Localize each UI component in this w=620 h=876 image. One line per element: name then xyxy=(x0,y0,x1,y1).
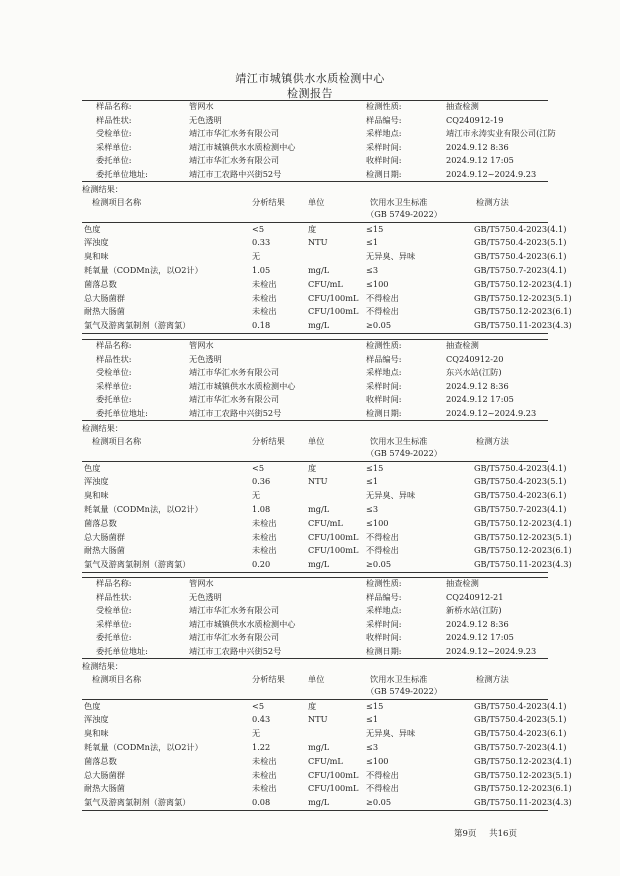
table-row xyxy=(0,701,620,713)
info-label: 样品编号: xyxy=(366,353,402,364)
item-result: 1.22 xyxy=(252,742,271,752)
column-header-unit: 单位 xyxy=(308,196,325,207)
column-header-standard-code: （GB 5749-2022） xyxy=(366,208,442,219)
item-unit: CFU/100mL xyxy=(308,783,359,794)
block-bottom-rule xyxy=(82,810,548,811)
item-name: 耐热大肠菌 xyxy=(84,306,125,317)
info-label: 采样时间: xyxy=(366,380,402,391)
item-standard: ≥0.05 xyxy=(366,320,392,331)
info-row xyxy=(0,632,620,644)
info-row xyxy=(0,578,620,590)
item-unit: CFU/100mL xyxy=(308,292,359,303)
column-header-standard-code: （GB 5749-2022） xyxy=(366,685,442,696)
item-standard: ≤3 xyxy=(366,742,379,752)
item-method: GB/T5750.4-2023(5.1) xyxy=(474,476,567,487)
item-result: 未检出 xyxy=(252,306,277,317)
column-header-method: 检测方法 xyxy=(476,673,509,684)
item-method: GB/T5750.4-2023(6.1) xyxy=(474,490,567,501)
item-result: 0.33 xyxy=(252,237,271,248)
item-method: GB/T5750.4-2023(4.1) xyxy=(474,700,567,711)
item-name: 色度 xyxy=(84,223,101,234)
item-name: 耗氧量（CODMn法，以O2计） xyxy=(84,742,203,752)
info-label: 采样单位: xyxy=(96,618,132,629)
info-label: 检测性质: xyxy=(366,101,402,111)
item-standard: ≤100 xyxy=(366,755,389,766)
info-value: 2024.9.12 17:05 xyxy=(446,155,514,166)
item-result: 未检出 xyxy=(252,769,277,780)
item-method: GB/T5750.11-2023(4.3) xyxy=(474,797,572,808)
item-method: GB/T5750.11-2023(4.3) xyxy=(474,559,572,570)
info-value: CQ240912-19 xyxy=(446,114,504,125)
item-unit: 度 xyxy=(308,700,317,711)
info-value: 靖江市华汇水务有限公司 xyxy=(189,605,280,616)
item-unit: 度 xyxy=(308,223,317,234)
info-label: 受检单位: xyxy=(96,128,132,139)
info-label: 检测性质: xyxy=(366,578,402,588)
item-unit: mg/L xyxy=(308,797,330,808)
item-result: 未检出 xyxy=(252,292,277,303)
info-label: 采样单位: xyxy=(96,141,132,152)
item-standard: ≤15 xyxy=(366,223,384,234)
block-bottom-rule xyxy=(82,572,548,573)
info-value: 靖江市华汇水务有限公司 xyxy=(189,367,280,378)
item-name: 总大肠菌群 xyxy=(84,769,125,780)
table-row xyxy=(0,504,620,516)
info-row xyxy=(0,592,620,604)
column-header-result: 分析结果 xyxy=(252,196,285,207)
page-total: 共16页 xyxy=(489,829,517,839)
item-method: GB/T5750.12-2023(4.1) xyxy=(474,517,572,528)
item-result: <5 xyxy=(252,223,265,234)
page-number: 第9页 xyxy=(454,829,477,839)
item-method: GB/T5750.11-2023(4.3) xyxy=(474,320,572,331)
item-standard: ≥0.05 xyxy=(366,797,392,808)
info-row xyxy=(0,605,620,617)
item-method: GB/T5750.7-2023(4.1) xyxy=(474,265,567,275)
item-standard: ≥0.05 xyxy=(366,559,392,570)
item-name: 耗氧量（CODMn法，以O2计） xyxy=(84,504,203,514)
column-header-result: 分析结果 xyxy=(252,435,285,446)
info-value: 2024.9.12~2024.9.23 xyxy=(446,169,537,179)
item-standard: 无异臭、异味 xyxy=(366,728,416,739)
info-label: 采样时间: xyxy=(366,618,402,629)
info-row xyxy=(0,340,620,352)
info-value: 靖江市城镇供水水质检测中心 xyxy=(189,618,296,629)
item-name: 臭和味 xyxy=(84,728,109,739)
item-method: GB/T5750.4-2023(5.1) xyxy=(474,714,567,725)
item-result: 无 xyxy=(252,728,261,739)
item-name: 菌落总数 xyxy=(84,278,117,289)
item-method: GB/T5750.12-2023(5.1) xyxy=(474,292,572,303)
info-label: 受检单位: xyxy=(96,605,132,616)
item-result: 0.43 xyxy=(252,714,271,725)
item-unit: CFU/100mL xyxy=(308,306,359,317)
info-value: 靖江市工农路中兴街52号 xyxy=(189,169,282,179)
table-row xyxy=(0,224,620,236)
item-standard: 不得检出 xyxy=(366,545,399,556)
info-value: 靖江市华汇水务有限公司 xyxy=(189,155,280,166)
info-row xyxy=(0,142,620,154)
info-value: 靖江市华汇水务有限公司 xyxy=(189,394,280,405)
item-unit: NTU xyxy=(308,237,328,248)
item-result: 未检出 xyxy=(252,278,277,289)
item-result: <5 xyxy=(252,700,265,711)
info-label: 样品名称: xyxy=(96,578,132,588)
item-method: GB/T5750.4-2023(4.1) xyxy=(474,223,567,234)
item-standard: 不得检出 xyxy=(366,769,399,780)
column-header-method: 检测方法 xyxy=(476,435,509,446)
item-name: 浑浊度 xyxy=(84,476,109,487)
item-standard: ≤1 xyxy=(366,714,379,725)
item-standard: 不得检出 xyxy=(366,292,399,303)
item-unit: CFU/100mL xyxy=(308,769,359,780)
item-method: GB/T5750.12-2023(4.1) xyxy=(474,755,572,766)
column-header-result: 分析结果 xyxy=(252,673,285,684)
info-value: 东兴水站(江防) xyxy=(446,367,502,378)
item-unit: mg/L xyxy=(308,320,330,331)
item-unit: CFU/100mL xyxy=(308,545,359,556)
report-org-title: 靖江市城镇供水水质检测中心 xyxy=(235,72,385,85)
info-value: 2024.9.12~2024.9.23 xyxy=(446,408,537,418)
table-row xyxy=(0,518,620,530)
info-label: 委托单位地址: xyxy=(96,646,148,656)
info-label: 检测日期: xyxy=(366,408,402,418)
item-unit: CFU/mL xyxy=(308,755,343,766)
info-bottom-rule xyxy=(82,420,548,421)
info-label: 样品名称: xyxy=(96,101,132,111)
info-label: 委托单位地址: xyxy=(96,408,148,418)
info-row xyxy=(0,646,620,658)
item-method: GB/T5750.7-2023(4.1) xyxy=(474,504,567,514)
column-header-item: 检测项目名称 xyxy=(92,435,142,446)
table-row xyxy=(0,532,620,544)
item-standard: ≤100 xyxy=(366,517,389,528)
item-standard: 无异臭、异味 xyxy=(366,251,416,262)
item-standard: 不得检出 xyxy=(366,306,399,317)
info-value: 2024.9.12~2024.9.23 xyxy=(446,646,537,656)
item-standard: 不得检出 xyxy=(366,783,399,794)
info-value: 管网水 xyxy=(189,578,214,588)
item-standard: ≤3 xyxy=(366,265,379,275)
info-value: 2024.9.12 8:36 xyxy=(446,380,509,391)
table-row xyxy=(0,797,620,809)
item-result: 未检出 xyxy=(252,545,277,556)
item-result: 未检出 xyxy=(252,531,277,542)
info-value: CQ240912-20 xyxy=(446,353,504,364)
item-result: <5 xyxy=(252,462,265,473)
info-label: 委托单位: xyxy=(96,632,132,643)
info-row xyxy=(0,128,620,140)
info-label: 样品名称: xyxy=(96,340,132,350)
item-unit: mg/L xyxy=(308,559,330,570)
item-name: 菌落总数 xyxy=(84,517,117,528)
item-standard: ≤100 xyxy=(366,278,389,289)
info-value: 2024.9.12 8:36 xyxy=(446,141,509,152)
item-standard: 无异臭、异味 xyxy=(366,490,416,501)
column-header-method: 检测方法 xyxy=(476,196,509,207)
item-name: 氯气及游离氯制剂（游离氯） xyxy=(84,559,191,570)
item-name: 耗氧量（CODMn法，以O2计） xyxy=(84,265,203,275)
item-result: 未检出 xyxy=(252,783,277,794)
info-row xyxy=(0,381,620,393)
item-name: 总大肠菌群 xyxy=(84,292,125,303)
info-value: 管网水 xyxy=(189,340,214,350)
item-name: 臭和味 xyxy=(84,251,109,262)
item-method: GB/T5750.4-2023(5.1) xyxy=(474,237,567,248)
results-label: 检测结果： xyxy=(82,422,123,433)
info-value: 无色透明 xyxy=(189,353,222,364)
item-result: 0.36 xyxy=(252,476,271,487)
header-bottom-rule xyxy=(82,699,548,700)
results-label: 检测结果： xyxy=(82,183,123,194)
info-label: 样品性状: xyxy=(96,353,132,364)
info-bottom-rule xyxy=(82,658,548,659)
info-value: 新桥水站(江防) xyxy=(446,605,502,616)
item-name: 菌落总数 xyxy=(84,755,117,766)
report-doc-title: 检测报告 xyxy=(287,87,333,100)
info-row xyxy=(0,155,620,167)
column-header-unit: 单位 xyxy=(308,435,325,446)
item-name: 臭和味 xyxy=(84,490,109,501)
info-label: 委托单位地址: xyxy=(96,169,148,179)
item-unit: CFU/100mL xyxy=(308,531,359,542)
info-value: 靖江市工农路中兴街52号 xyxy=(189,646,282,656)
table-row xyxy=(0,237,620,249)
info-row xyxy=(0,408,620,420)
info-row xyxy=(0,394,620,406)
table-row xyxy=(0,714,620,726)
table-header xyxy=(0,196,620,219)
item-method: GB/T5750.12-2023(5.1) xyxy=(474,769,572,780)
info-label: 采样地点: xyxy=(366,128,402,139)
info-label: 委托单位: xyxy=(96,155,132,166)
info-label: 样品性状: xyxy=(96,591,132,602)
item-result: 未检出 xyxy=(252,517,277,528)
header-bottom-rule xyxy=(82,461,548,462)
item-method: GB/T5750.4-2023(6.1) xyxy=(474,728,567,739)
table-row xyxy=(0,306,620,318)
info-label: 检测日期: xyxy=(366,646,402,656)
item-method: GB/T5750.12-2023(6.1) xyxy=(474,545,572,556)
info-label: 样品性状: xyxy=(96,114,132,125)
item-name: 氯气及游离氯制剂（游离氯） xyxy=(84,797,191,808)
table-row xyxy=(0,559,620,571)
info-label: 样品编号: xyxy=(366,114,402,125)
info-row xyxy=(0,619,620,631)
info-value: 靖江市城镇供水水质检测中心 xyxy=(189,380,296,391)
item-result: 未检出 xyxy=(252,755,277,766)
info-value: 无色透明 xyxy=(189,114,222,125)
info-value: 2024.9.12 17:05 xyxy=(446,632,514,643)
item-name: 色度 xyxy=(84,462,101,473)
item-method: GB/T5750.12-2023(4.1) xyxy=(474,278,572,289)
column-header-standard: 饮用水卫生标准 xyxy=(370,196,428,207)
item-result: 0.18 xyxy=(252,320,271,331)
info-value: 管网水 xyxy=(189,101,214,111)
column-header-unit: 单位 xyxy=(308,673,325,684)
info-value: CQ240912-21 xyxy=(446,591,504,602)
item-name: 浑浊度 xyxy=(84,714,109,725)
item-unit: mg/L xyxy=(308,742,330,752)
info-row xyxy=(0,354,620,366)
item-name: 色度 xyxy=(84,700,101,711)
results-label: 检测结果： xyxy=(82,660,123,671)
info-value: 抽查检测 xyxy=(446,340,479,350)
info-label: 收样时间: xyxy=(366,394,402,405)
table-row xyxy=(0,279,620,291)
table-row xyxy=(0,265,620,277)
column-header-item: 检测项目名称 xyxy=(92,673,142,684)
table-row xyxy=(0,728,620,740)
info-value: 抽查检测 xyxy=(446,578,479,588)
item-unit: 度 xyxy=(308,462,317,473)
info-value: 无色透明 xyxy=(189,591,222,602)
item-name: 氯气及游离氯制剂（游离氯） xyxy=(84,320,191,331)
item-result: 0.08 xyxy=(252,797,271,808)
info-bottom-rule xyxy=(82,181,548,182)
info-value: 靖江市工农路中兴街52号 xyxy=(189,408,282,418)
table-row xyxy=(0,742,620,754)
table-row xyxy=(0,770,620,782)
item-result: 无 xyxy=(252,251,261,262)
table-row xyxy=(0,783,620,795)
info-label: 采样单位: xyxy=(96,380,132,391)
info-label: 委托单位: xyxy=(96,394,132,405)
block-bottom-rule xyxy=(82,333,548,334)
info-label: 收样时间: xyxy=(366,155,402,166)
table-header xyxy=(0,435,620,458)
table-header xyxy=(0,673,620,696)
table-row xyxy=(0,320,620,332)
item-standard: ≤15 xyxy=(366,700,384,711)
item-result: 无 xyxy=(252,490,261,501)
info-row xyxy=(0,367,620,379)
info-label: 采样时间: xyxy=(366,141,402,152)
info-label: 检测性质: xyxy=(366,340,402,350)
info-row xyxy=(0,101,620,113)
item-unit: NTU xyxy=(308,714,328,725)
item-standard: 不得检出 xyxy=(366,531,399,542)
item-method: GB/T5750.4-2023(4.1) xyxy=(474,462,567,473)
column-header-standard: 饮用水卫生标准 xyxy=(370,673,428,684)
table-row xyxy=(0,251,620,263)
item-name: 耐热大肠菌 xyxy=(84,783,125,794)
page-footer xyxy=(454,827,527,839)
info-label: 受检单位: xyxy=(96,367,132,378)
item-method: GB/T5750.7-2023(4.1) xyxy=(474,742,567,752)
info-label: 样品编号: xyxy=(366,591,402,602)
info-value: 靖江市华汇水务有限公司 xyxy=(189,632,280,643)
info-value: 靖江市华汇水务有限公司 xyxy=(189,128,280,139)
item-unit: NTU xyxy=(308,476,328,487)
item-method: GB/T5750.12-2023(6.1) xyxy=(474,306,572,317)
item-result: 0.20 xyxy=(252,559,271,570)
info-label: 采样地点: xyxy=(366,605,402,616)
column-header-standard-code: （GB 5749-2022） xyxy=(366,447,442,458)
info-value: 抽查检测 xyxy=(446,101,479,111)
item-standard: ≤3 xyxy=(366,504,379,514)
info-label: 检测日期: xyxy=(366,169,402,179)
info-row xyxy=(0,115,620,127)
item-name: 耐热大肠菌 xyxy=(84,545,125,556)
item-unit: mg/L xyxy=(308,265,330,275)
item-unit: CFU/mL xyxy=(308,517,343,528)
item-method: GB/T5750.12-2023(5.1) xyxy=(474,531,572,542)
info-value: 2024.9.12 8:36 xyxy=(446,618,509,629)
item-method: GB/T5750.12-2023(6.1) xyxy=(474,783,572,794)
info-label: 收样时间: xyxy=(366,632,402,643)
info-value: 2024.9.12 17:05 xyxy=(446,394,514,405)
item-unit: CFU/mL xyxy=(308,278,343,289)
info-row xyxy=(0,169,620,181)
item-name: 浑浊度 xyxy=(84,237,109,248)
item-standard: ≤15 xyxy=(366,462,384,473)
info-label: 采样地点: xyxy=(366,367,402,378)
table-row xyxy=(0,463,620,475)
info-value: 靖江市永涛实业有限公司(江防 xyxy=(446,128,556,139)
table-row xyxy=(0,545,620,557)
info-value: 靖江市城镇供水水质检测中心 xyxy=(189,141,296,152)
item-standard: ≤1 xyxy=(366,476,379,487)
column-header-item: 检测项目名称 xyxy=(92,196,142,207)
item-method: GB/T5750.4-2023(6.1) xyxy=(474,251,567,262)
item-result: 1.05 xyxy=(252,265,271,275)
item-result: 1.08 xyxy=(252,504,271,514)
table-row xyxy=(0,756,620,768)
item-unit: mg/L xyxy=(308,504,330,514)
item-standard: ≤1 xyxy=(366,237,379,248)
table-row xyxy=(0,490,620,502)
table-row xyxy=(0,476,620,488)
header-bottom-rule xyxy=(82,222,548,223)
column-header-standard: 饮用水卫生标准 xyxy=(370,435,428,446)
item-name: 总大肠菌群 xyxy=(84,531,125,542)
table-row xyxy=(0,293,620,305)
